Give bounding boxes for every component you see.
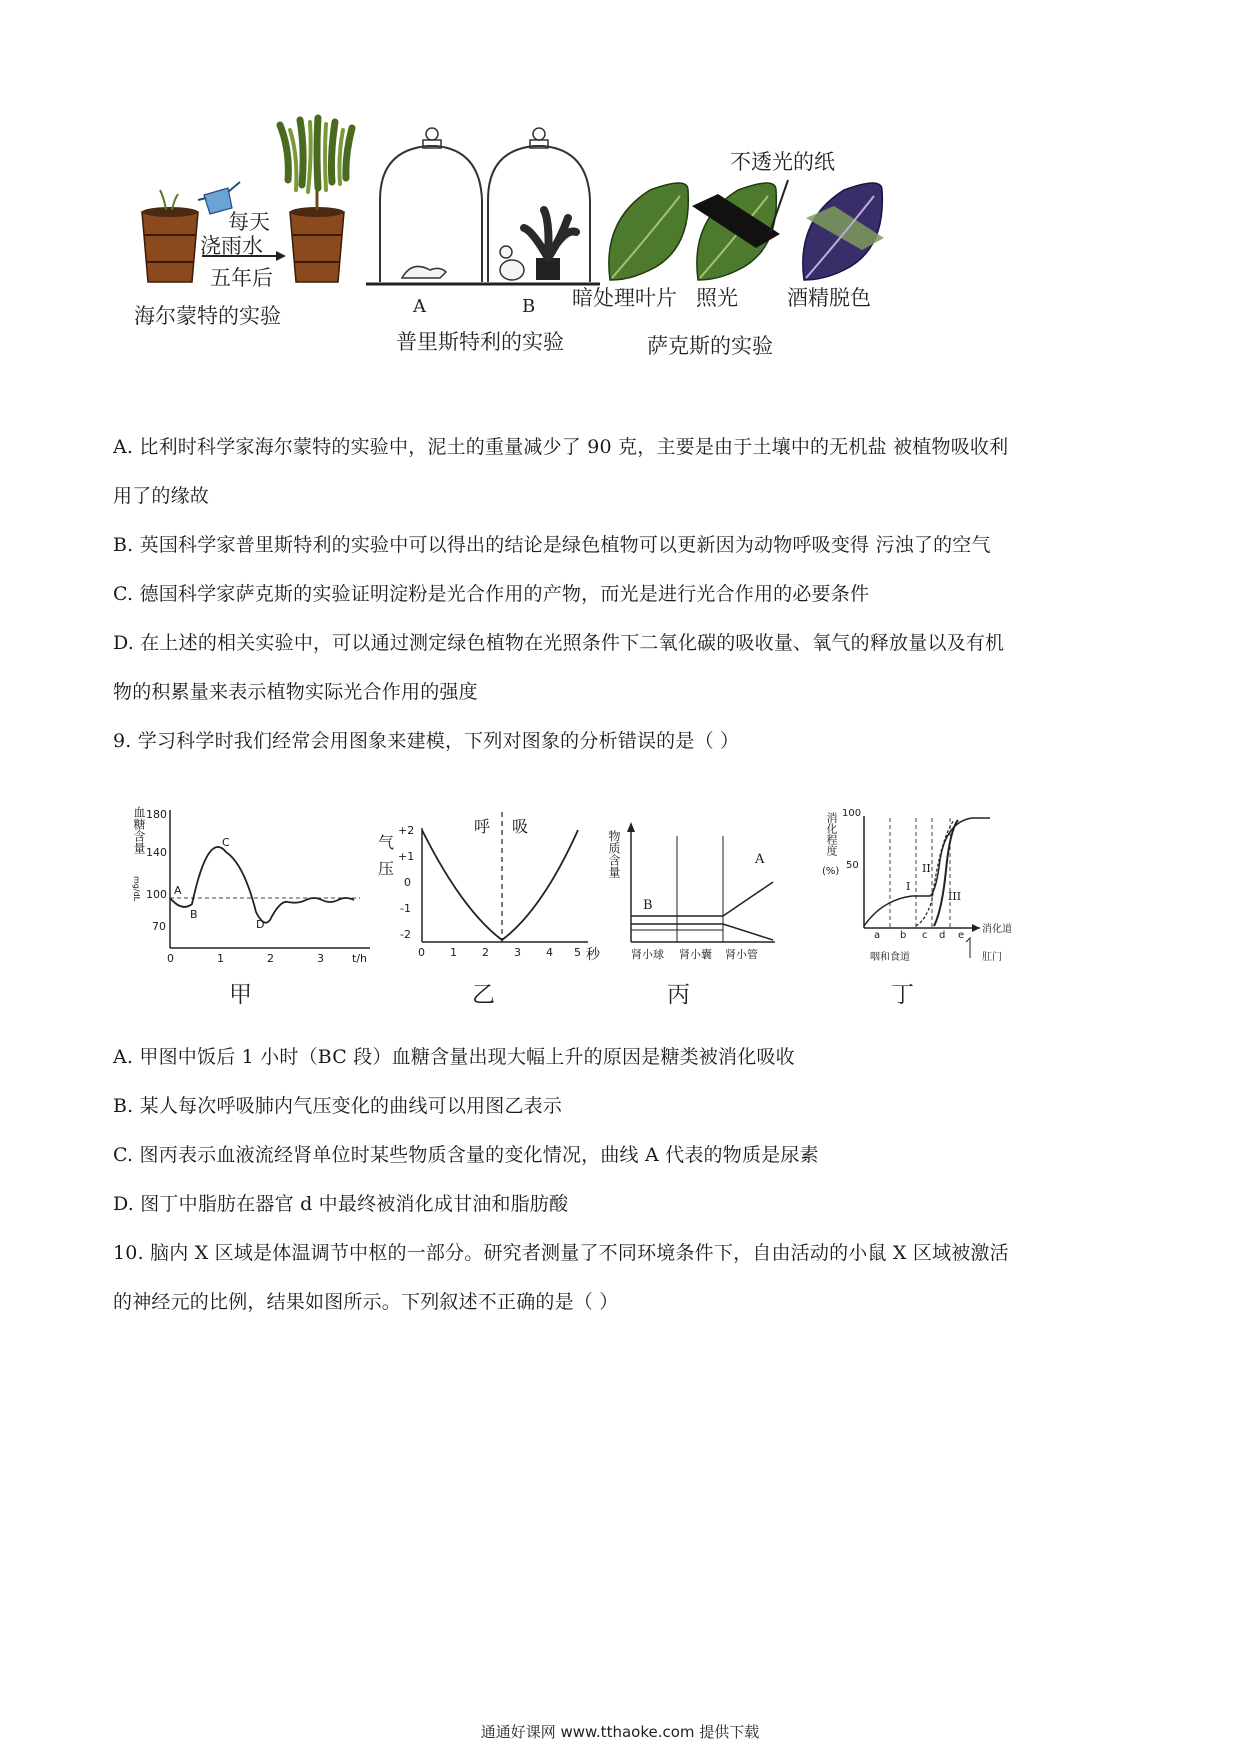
yi-ytick-p2: +2 [398, 824, 415, 837]
ding-mouth-label: 咽和食道 [870, 952, 910, 963]
sachs-paper-label: 不透光的纸 [730, 150, 835, 174]
bing-xcat-capsule: 肾小囊 [679, 948, 712, 961]
sachs-step-light: 照光 [696, 286, 738, 310]
jia-point-b: B [190, 908, 198, 921]
ding-xcat-b: b [900, 930, 907, 941]
q9-option-a: A. 甲图中饭后 1 小时（BC 段）血糖含量出现大幅上升的原因是糖类被消化吸收 [113, 1046, 795, 1068]
experiments-drawing [140, 110, 980, 410]
jia-xtick-1: 1 [217, 952, 224, 965]
ding-curve-iii-label: III [948, 890, 962, 903]
helmont-arrow-top: 每天 [228, 210, 270, 234]
q10-stem-line1: 10. 脑内 X 区域是体温调节中枢的一部分。研究者测量了不同环境条件下，自由活动的小鼠 X 区域被激活 [113, 1242, 1009, 1264]
priestley-caption: 普里斯特利的实验 [396, 330, 564, 354]
jia-ytick-100: 100 [146, 888, 167, 901]
ding-yunit: (%) [822, 866, 840, 877]
ding-anus-label: 肛门 [982, 952, 1002, 963]
q9-option-c: C. 图丙表示血液流经肾单位时某些物质含量的变化情况，曲线 A 代表的物质是尿素 [113, 1144, 819, 1166]
sachs-leaf-decolored [803, 183, 884, 280]
graph-ding [822, 800, 1042, 970]
jia-caption: 甲 [229, 982, 252, 1008]
ding-xcat-c: c [922, 930, 928, 941]
ding-ylabel: 消化程度 [825, 812, 838, 856]
sachs-caption: 萨克斯的实验 [647, 334, 773, 358]
q9-stem: 9. 学习科学时我们经常会用图象来建模，下列对图象的分析错误的是（ ） [113, 730, 740, 752]
q8-option-d-line2: 物的积累量来表示植物实际光合作用的强度 [113, 681, 478, 703]
q8-option-a-line2: 用了的缘故 [113, 485, 210, 507]
jia-xunit: t/h [352, 952, 367, 965]
helmont-bucket-before [142, 190, 198, 282]
ding-curve-ii-label: II [922, 862, 931, 875]
yi-inhale-label: 呼 [474, 817, 491, 836]
yi-xtick-0: 0 [418, 946, 425, 959]
jia-ytick-140: 140 [146, 846, 167, 859]
jia-point-a: A [174, 884, 182, 897]
ding-ytick-50: 50 [846, 860, 859, 871]
ding-xlabel: 消化道 [982, 924, 1012, 935]
ding-curve-i-label: I [906, 880, 911, 893]
blood-sugar-curve [170, 847, 354, 923]
bing-ylabel: 物质含量 [607, 830, 621, 878]
yi-xtick-5: 5 [574, 946, 581, 959]
jia-xtick-0: 0 [167, 952, 174, 965]
priestley-label-a: A [413, 296, 426, 317]
q10-stem-line2: 的神经元的比例，结果如图所示。下列叙述不正确的是（ ） [113, 1291, 619, 1313]
helmont-arrow-bottom: 五年后 [210, 266, 273, 290]
bing-xcat-glomerulus: 肾小球 [631, 948, 664, 961]
sachs-leaf-covered [692, 180, 788, 280]
bing-line-a: A [755, 852, 765, 867]
ding-xcat-d: d [939, 930, 946, 941]
yi-xunit: 秒 [586, 947, 600, 963]
jia-xtick-3: 3 [317, 952, 324, 965]
yi-ylabel-qi: 气 [378, 833, 395, 852]
jia-point-d: D [256, 918, 265, 931]
yi-xtick-4: 4 [546, 946, 553, 959]
pressure-curve [422, 830, 578, 940]
graph-yi [378, 800, 608, 970]
jia-xtick-2: 2 [267, 952, 274, 965]
bing-caption: 丙 [667, 982, 690, 1008]
sachs-step-alcohol: 酒精脱色 [787, 286, 871, 310]
jia-point-c: C [222, 836, 230, 849]
yi-xtick-3: 3 [514, 946, 521, 959]
q9-option-b: B. 某人每次呼吸肺内气压变化的曲线可以用图乙表示 [113, 1095, 563, 1117]
curve-b [631, 924, 773, 940]
bing-xcat-tubule: 肾小管 [725, 948, 758, 961]
yi-caption: 乙 [472, 982, 495, 1008]
jia-ylabel: 血糖含量 [132, 806, 146, 854]
helmont-bucket-after [280, 118, 352, 282]
graph-bing [605, 800, 785, 970]
q8-option-d-line1: D. 在上述的相关实验中，可以通过测定绿色植物在光照条件下二氧化碳的吸收量、氧气的释放量以及有机 [113, 632, 1005, 654]
yi-ytick-m2: -2 [400, 928, 411, 941]
q8-option-c: C. 德国科学家萨克斯的实验证明淀粉是光合作用的产物，而光是进行光合作用的必要条件 [113, 583, 870, 605]
yi-ytick-m1: -1 [400, 902, 411, 915]
footer-source: 通通好课网 www.tthaoke.com 提供下载 [480, 1723, 760, 1741]
graph-jia [130, 800, 380, 970]
yi-ytick-0: 0 [404, 876, 411, 889]
yi-xtick-1: 1 [450, 946, 457, 959]
yi-ytick-p1: +1 [398, 850, 415, 863]
ding-caption: 丁 [891, 982, 914, 1008]
ding-xcat-a: a [874, 930, 881, 941]
ding-ytick-100: 100 [842, 808, 862, 819]
helmont-arrow-mid: 浇雨水 [200, 234, 263, 258]
historical-experiments-figure [134, 110, 980, 410]
yi-ylabel-ya: 压 [378, 859, 395, 878]
priestley-jar-a [380, 128, 482, 282]
q9-option-d: D. 图丁中脂肪在器官 d 中最终被消化成甘油和脂肪酸 [113, 1193, 569, 1215]
ding-xcat-e: e [958, 930, 965, 941]
yi-xtick-2: 2 [482, 946, 489, 959]
priestley-label-b: B [522, 296, 536, 317]
q8-option-a-line1: A. 比利时科学家海尔蒙特的实验中，泥土的重量减少了 90 克，主要是由于土壤中的无机盐 被植物吸收利 [113, 436, 1009, 458]
priestley-jar-b [488, 128, 590, 282]
jia-ytick-70: 70 [152, 920, 166, 933]
sachs-step-dark: 暗处理叶片 [572, 286, 677, 310]
jia-ytick-180: 180 [146, 808, 167, 821]
helmont-caption: 海尔蒙特的实验 [134, 304, 281, 328]
yi-exhale-label: 吸 [512, 817, 529, 836]
bing-line-b: B [643, 898, 653, 913]
sachs-leaf-dark [609, 183, 688, 280]
q8-option-b: B. 英国科学家普里斯特利的实验中可以得出的结论是绿色植物可以更新因为动物呼吸变得 污浊了的空气 [113, 534, 991, 556]
jia-yunit: mg/dL [132, 876, 141, 902]
